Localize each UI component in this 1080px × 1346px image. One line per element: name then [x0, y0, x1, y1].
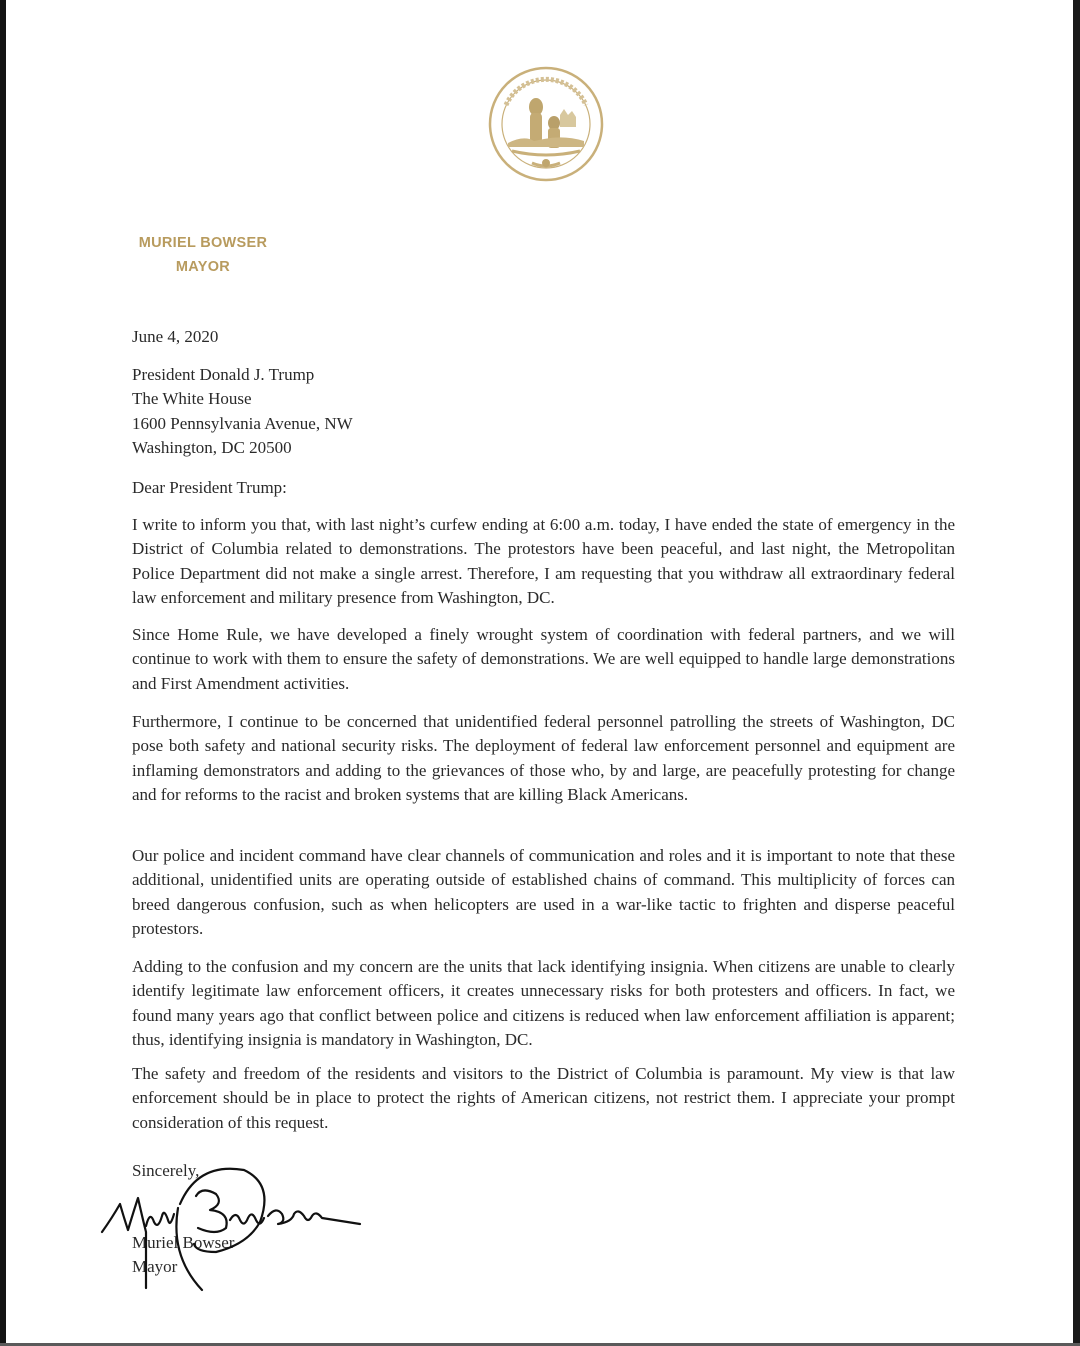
right-border [1073, 0, 1080, 1343]
paragraph-4: Our police and incident command have clear channels of communication and roles and it is important to note that these additional, unidentified units are operating outside of established chains of command. This multiplicity of forces can breed dangerous confusion, such as when helicopters are used in a war-like tactic to frighten and disperse peaceful protestors. [132, 846, 955, 938]
letter-date: June 4, 2020 [132, 327, 219, 346]
salutation: Dear President Trump: [132, 478, 287, 497]
recipient-street: 1600 Pennsylvania Avenue, NW [132, 413, 353, 433]
paragraph-1: I write to inform you that, with last night’s curfew ending at 6:00 a.m. today, I have ended the state of emergency in the District of Columbia related to demonstrations. The protestors have been peaceful, and last night, the Metropolitan Police Department did not make a single arrest. Therefore, I am requesting that you withdraw all extraordinary federal law enforcement and military presence from Washington, DC. [132, 515, 955, 607]
signer-title: Mayor [132, 1257, 178, 1276]
paragraph-2: Since Home Rule, we have developed a finely wrought system of coordination with federal partners, and we will continue to work with them to ensure the safety of demonstrations. We are well equipped to handle large demonstrations and First Amendment activities. [132, 625, 955, 693]
letterhead [132, 231, 274, 279]
signer-name: Muriel Bowser [132, 1233, 235, 1252]
recipient-name: President Donald J. Trump [132, 365, 315, 384]
letterhead-title: MAYOR [175, 259, 231, 275]
closing: Sincerely, [132, 1161, 200, 1180]
recipient-city: Washington, DC 20500 [132, 437, 292, 457]
recipient-organization: The White House [132, 389, 252, 409]
district-of-columbia-seal-icon [484, 65, 608, 183]
letterhead-name: MURIEL BOWSER [138, 235, 268, 251]
paragraph-6: The safety and freedom of the residents and visitors to the District of Columbia is paramount. My view is that law enforcement should be in place to protect the rights of American citizens, not restrict them. I appreciate your prompt consideration of this request. [132, 1064, 955, 1132]
recipient-address [132, 363, 955, 460]
paragraph-3: Furthermore, I continue to be concerned that unidentified federal personnel patrolling the streets of Washington, DC pose both safety and national security risks. The deployment of federal law enforcement personnel and equipment are inflaming demonstrators and adding to the grievances of those who, by and large, are peacefully protesting for change and for reforms to the racist and broken systems that are killing Black Americans. [132, 712, 955, 804]
paragraph-5: Adding to the confusion and my concern are the units that lack identifying insignia. When citizens are unable to clearly identify legitimate law enforcement officers, it creates unnecessary risks for both protesters and officers. In fact, we found many years ago that conflict between police and citizens is reduced when law enforcement affiliation is apparent; thus, identifying insignia is mandatory in Washington, DC. [132, 957, 955, 1049]
letter-page [6, 0, 1073, 1343]
handwritten-signature-icon [98, 1148, 368, 1298]
